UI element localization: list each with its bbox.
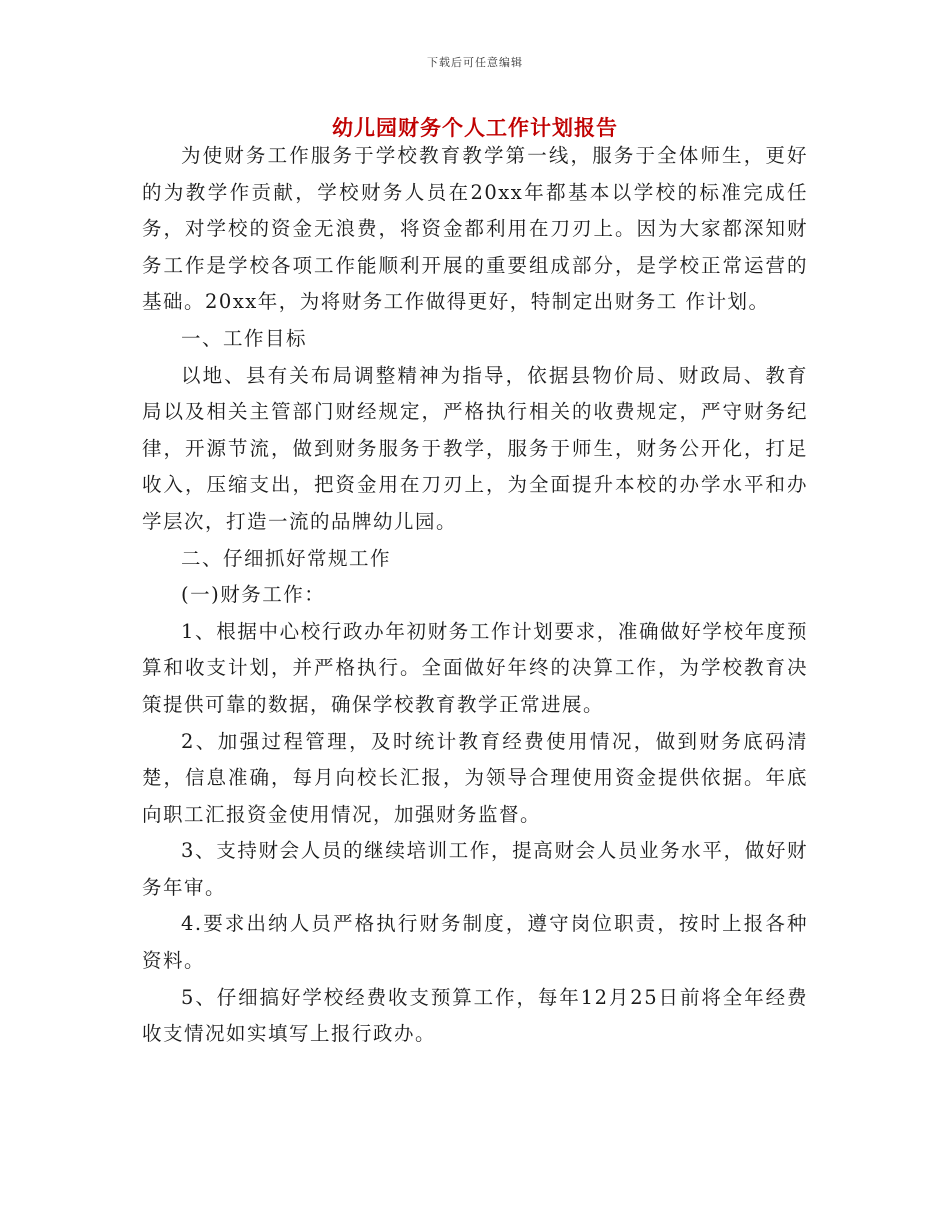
goals-paragraph: 以地、县有关布局调整精神为指导，依据县物价局、财政局、教育局以及相关主管部门财经规定，严格执行相关的收费规定，严守财务纪律，开源节流，做到财务服务于教学，服务于师生，财务公开化，打足收入，压缩支出，把资金用在刀刃上，为全面提升本校的办学水平和办学层次，打造一流的品牌幼儿园。 xyxy=(142,363,808,533)
document-title: 幼儿园财务个人工作计划报告 xyxy=(332,115,618,140)
list-item-2: 2、加强过程管理，及时统计教育经费使用情况，做到财务底码清楚，信息准确，每月向校长汇报，为领导合理使用资金提供依据。年底向职工汇报资金使用情况，加强财务监督。 xyxy=(142,729,808,826)
list-item-1: 1、根据中心校行政办年初财务工作计划要求，准确做好学校年度预算和收支计划，并严格执行。全面做好年终的决算工作，为学校教育决策提供可靠的数据，确保学校教育教学正常进展。 xyxy=(142,619,808,716)
subsection-heading-finance: (一)财务工作： xyxy=(181,583,326,607)
list-item-5: 5、仔细搞好学校经费收支预算工作，每年12月25日前将全年经费收支情况如实填写上报行政办。 xyxy=(142,985,808,1046)
list-item-4: 4.要求出纳人员严格执行财务制度，遵守岗位职责，按时上报各种资料。 xyxy=(142,912,808,973)
intro-paragraph: 为使财务工作服务于学校教育教学第一线，服务于全体师生，更好的为教学作贡献，学校财务人员在20xx年都基本以学校的标准完成任务，对学校的资金无浪费，将资金都利用在刀刃上。因为大家都深知财务工作是学校各项工作能顺利开展的重要组成部分，是学校正常运营的基础。20xx年，为将财务工作做得更好，特制定出财务工 作计划。 xyxy=(142,144,808,314)
list-item-3: 3、支持财会人员的继续培训工作，提高财会人员业务水平，做好财务年审。 xyxy=(142,839,808,899)
section-heading-goals: 一、工作目标 xyxy=(181,326,308,350)
document-body xyxy=(142,138,808,1053)
header-note: 下载后可任意编辑 xyxy=(427,56,523,69)
section-heading-routine: 二、仔细抓好常规工作 xyxy=(181,546,392,570)
